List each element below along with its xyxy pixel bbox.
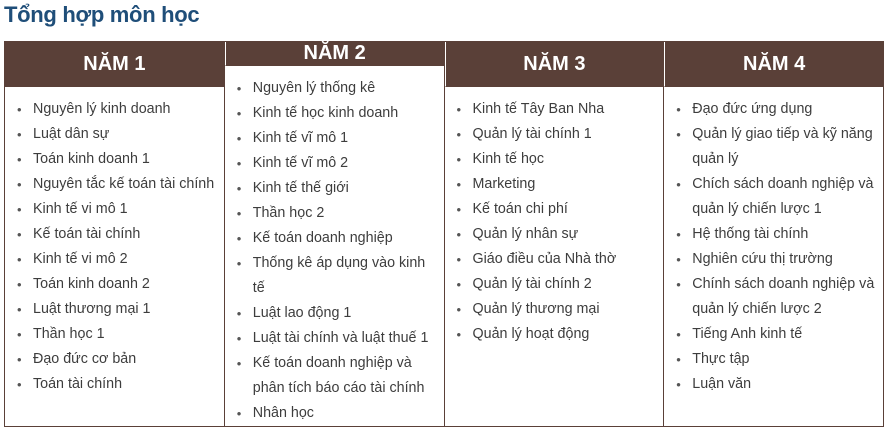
course-item: • Nguyên tắc kế toán tài chính xyxy=(17,172,218,197)
course-item: • Nhân học xyxy=(237,401,438,426)
course-item: • Thần học 1 xyxy=(17,322,218,347)
year-column xyxy=(663,42,883,426)
year-column xyxy=(5,42,224,426)
course-item: • Kinh tế vi mô 2 xyxy=(17,247,218,272)
course-item: • Tiếng Anh kinh tế xyxy=(676,322,877,347)
course-item: • Toán tài chính xyxy=(17,372,218,397)
course-item: • Nghiên cứu thị trường xyxy=(676,247,877,272)
course-item: • Marketing xyxy=(457,172,658,197)
course-item: • Chích sách doanh nghiệp và quản lý chiến lược 1 xyxy=(676,172,877,222)
course-item: • Nguyên lý thống kê xyxy=(237,76,438,101)
course-item: • Giáo điều của Nhà thờ xyxy=(457,247,658,272)
course-list xyxy=(664,87,883,397)
course-item: • Kế toán doanh nghiệp xyxy=(237,226,438,251)
course-item: • Luật dân sự xyxy=(17,122,218,147)
course-item: • Kế toán chi phí xyxy=(457,197,658,222)
course-item: • Kinh tế học xyxy=(457,147,658,172)
course-item: • Kế toán tài chính xyxy=(17,222,218,247)
year-column xyxy=(224,42,444,426)
course-list xyxy=(445,87,664,347)
course-item: • Thần học 2 xyxy=(237,201,438,226)
course-item: • Quản lý hoạt động xyxy=(457,322,658,347)
course-item: • Quản lý tài chính 2 xyxy=(457,272,658,297)
course-item: • Hệ thống tài chính xyxy=(676,222,877,247)
course-item: • Kinh tế vĩ mô 1 xyxy=(237,126,438,151)
year-header: NĂM 4 xyxy=(664,42,883,87)
course-item: • Đạo đức cơ bản xyxy=(17,347,218,372)
course-item: • Đạo đức ứng dụng xyxy=(676,97,877,122)
course-item: • Luật thương mại 1 xyxy=(17,297,218,322)
course-item: • Kế toán doanh nghiệp và phân tích báo cáo tài chính xyxy=(237,351,438,401)
course-item: • Luật lao động 1 xyxy=(237,301,438,326)
course-list xyxy=(5,87,224,397)
course-item: • Toán kinh doanh 1 xyxy=(17,147,218,172)
year-header: NĂM 2 xyxy=(225,42,444,66)
year-header: NĂM 3 xyxy=(445,42,664,87)
page-title: Tổng hợp môn học xyxy=(4,2,200,27)
course-item: • Quản lý nhân sự xyxy=(457,222,658,247)
year-header: NĂM 1 xyxy=(5,42,224,87)
course-item: • Kinh tế vĩ mô 2 xyxy=(237,151,438,176)
course-item: • Quản lý thương mại xyxy=(457,297,658,322)
course-item: • Thống kê áp dụng vào kinh tế xyxy=(237,251,438,301)
course-item: • Thực tập xyxy=(676,347,877,372)
course-item: • Luật tài chính và luật thuế 1 xyxy=(237,326,438,351)
course-item: • Kinh tế Tây Ban Nha xyxy=(457,97,658,122)
course-item: • Kinh tế thế giới xyxy=(237,176,438,201)
course-item: • Kinh tế vi mô 1 xyxy=(17,197,218,222)
course-item: • Chính sách doanh nghiệp và quản lý chiến lược 2 xyxy=(676,272,877,322)
year-column xyxy=(444,42,664,426)
course-item: • Nguyên lý kinh doanh xyxy=(17,97,218,122)
course-item: • Toán kinh doanh 2 xyxy=(17,272,218,297)
course-list xyxy=(225,66,444,426)
course-item: • Luận văn xyxy=(676,372,877,397)
course-item: • Quản lý giao tiếp và kỹ năng quản lý xyxy=(676,122,877,172)
course-item: • Kinh tế học kinh doanh xyxy=(237,101,438,126)
course-item: • Quản lý tài chính 1 xyxy=(457,122,658,147)
curriculum-table xyxy=(4,41,884,427)
